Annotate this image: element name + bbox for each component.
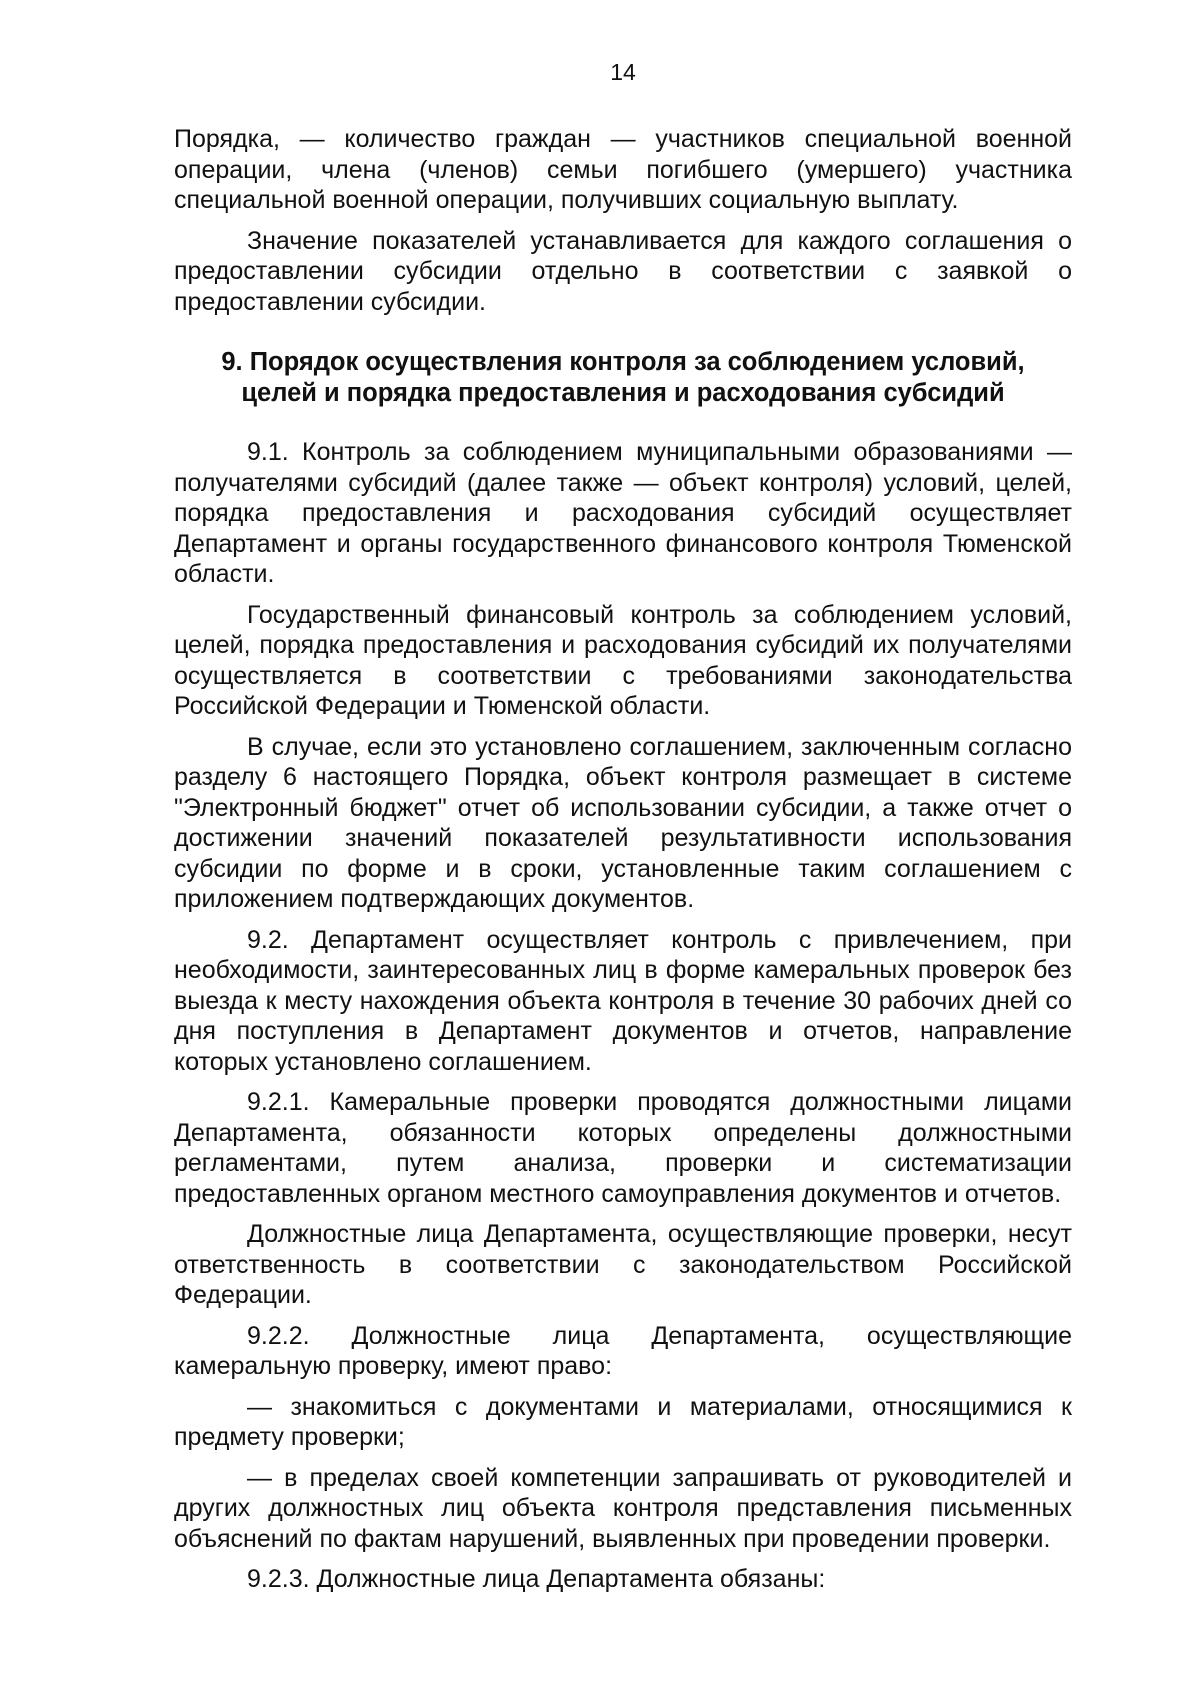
- paragraph-9-2-3: 9.2.3. Должностные лица Департамента обязаны:: [247, 1565, 826, 1593]
- list-item-review-documents: — знакомиться с документами и материалами, относящимися к предмету проверки;: [174, 1392, 1072, 1451]
- paragraph-electronic-budget-report: В случае, если это установлено соглашением, заключенным согласно разделу 6 настоящего Порядка, объект контроля размещает в системе "Электронный бюджет" отчет об использовании субсидии, а также отчет о достижении значений показателей результативности использования субсидии по форме и в сроки, установленные таким соглашением с приложением подтверждающих документов.: [174, 732, 1072, 913]
- paragraph-9-1: 9.1. Контроль за соблюдением муниципальными образованиями — получателями субсидий (далее также — объект контроля) условий, целей, порядка предоставления и расходования субсидий осуществляет Департамент и органы государственного финансового контроля Тюменской области.: [174, 438, 1072, 588]
- section-heading-line-1: 9. Порядок осуществления контроля за соблюдением условий,: [221, 348, 1025, 376]
- paragraph-9-2-2: 9.2.2. Должностные лица Департамента, осуществляющие камеральную проверку, имеют право:: [174, 1321, 1072, 1380]
- paragraph-officials-responsibility: Должностные лица Департамента, осуществляющие проверки, несут ответственность в соответствии с законодательством Российской Федерации.: [174, 1220, 1072, 1309]
- paragraph-continuation: Порядка, — количество граждан — участников специальной военной операции, члена (членов) семьи погибшего (умершего) участника специальной военной операции, получивших социальную выплату.: [174, 125, 1072, 214]
- section-heading: [174, 347, 1072, 409]
- paragraph-9-2-1: 9.2.1. Камеральные проверки проводятся должностными лицами Департамента, обязанности которых определены должностными регламентами, путем анализа, проверки и систематизации предоставленных органом местного самоуправления документов и отчетов.: [174, 1088, 1072, 1208]
- page-number: 14: [610, 59, 636, 85]
- paragraph-state-financial-control: Государственный финансовый контроль за соблюдением условий, целей, порядка предоставления и расходования субсидий их получателями осуществляется в соответствии с требованиями законодательства Российской Федерации и Тюменской области.: [174, 600, 1072, 720]
- paragraph-9-2: 9.2. Департамент осуществляет контроль с привлечением, при необходимости, заинтересованных лиц в форме камеральных проверок без выезда к месту нахождения объекта контроля в течение 30 рабочих дней со дня поступления в Департамент документов и отчетов, направление которых установлено соглашением.: [174, 925, 1072, 1076]
- section-heading-line-2: целей и порядка предоставления и расходования субсидий: [241, 379, 1005, 407]
- list-item-request-explanations: — в пределах своей компетенции запрашивать от руководителей и других должностных лиц объекта контроля представления письменных объяснений по фактам нарушений, выявленных при проведении проверки.: [174, 1463, 1072, 1553]
- paragraph-indicator-values: Значение показателей устанавливается для каждого соглашения о предоставлении субсидии отдельно в соответствии с заявкой о предоставлении субсидии.: [174, 226, 1072, 316]
